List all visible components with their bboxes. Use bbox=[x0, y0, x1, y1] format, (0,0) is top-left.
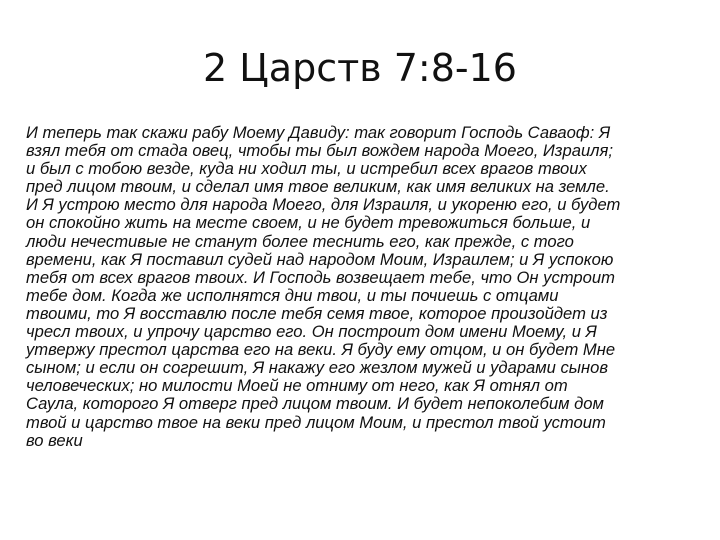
text-line: взял тебя от стада овец, чтобы ты был вождем народа Моего, Израиля; bbox=[26, 141, 614, 161]
text-line: Саула, которого Я отверг пред лицом твоим. И будет непоколебим дом bbox=[26, 394, 604, 414]
text-line: он спокойно жить на месте своем, и не будет тревожиться больше, и bbox=[26, 213, 591, 233]
text-line: во веки bbox=[26, 430, 83, 450]
text-line: тебя от всех врагов твоих. И Господь возвещает тебе, что Он устроит bbox=[26, 267, 615, 287]
text-line: люди нечестивые не станут более теснить его, как прежде, с того bbox=[26, 231, 574, 251]
text-line: И Я устрою место для народа Моего, для Израиля, и укореню его, и будет bbox=[26, 195, 621, 215]
text-line: времени, как Я поставил судей над народом Моим, Израилем; и Я успокою bbox=[26, 249, 614, 269]
text-line: утвержу престол царства его на веки. Я буду ему отцом, и он будет Мне bbox=[26, 340, 616, 360]
scripture-text bbox=[26, 124, 702, 450]
text-line: твоими, то Я восставлю после тебя семя твое, которое произойдет из bbox=[26, 303, 608, 323]
text-line: чресл твоих, и упрочу царство его. Он построит дом имени Моему, и Я bbox=[26, 322, 597, 342]
text-line: И теперь так скажи рабу Моему Давиду: так говорит Господь Саваоф: Я bbox=[26, 123, 611, 142]
text-line: твой и царство твое на веки пред лицом Моим, и престол твой устоит bbox=[26, 412, 606, 432]
text-line: человеческих; но милости Моей не отниму от него, как Я отнял от bbox=[26, 376, 568, 396]
text-line: сыном; и если он согрешит, Я накажу его жезлом мужей и ударами сынов bbox=[26, 358, 609, 378]
text-line: тебе дом. Когда же исполнятся дни твои, и ты почиешь с отцами bbox=[26, 285, 559, 305]
text-line: пред лицом твоим, и сделал имя твое великим, как имя великих на земле. bbox=[26, 177, 610, 197]
text-line: и был с тобою везде, куда ни ходил ты, и истребил всех врагов твоих bbox=[26, 159, 587, 179]
slide-title: 2 Царств 7:8-16 bbox=[203, 46, 517, 90]
